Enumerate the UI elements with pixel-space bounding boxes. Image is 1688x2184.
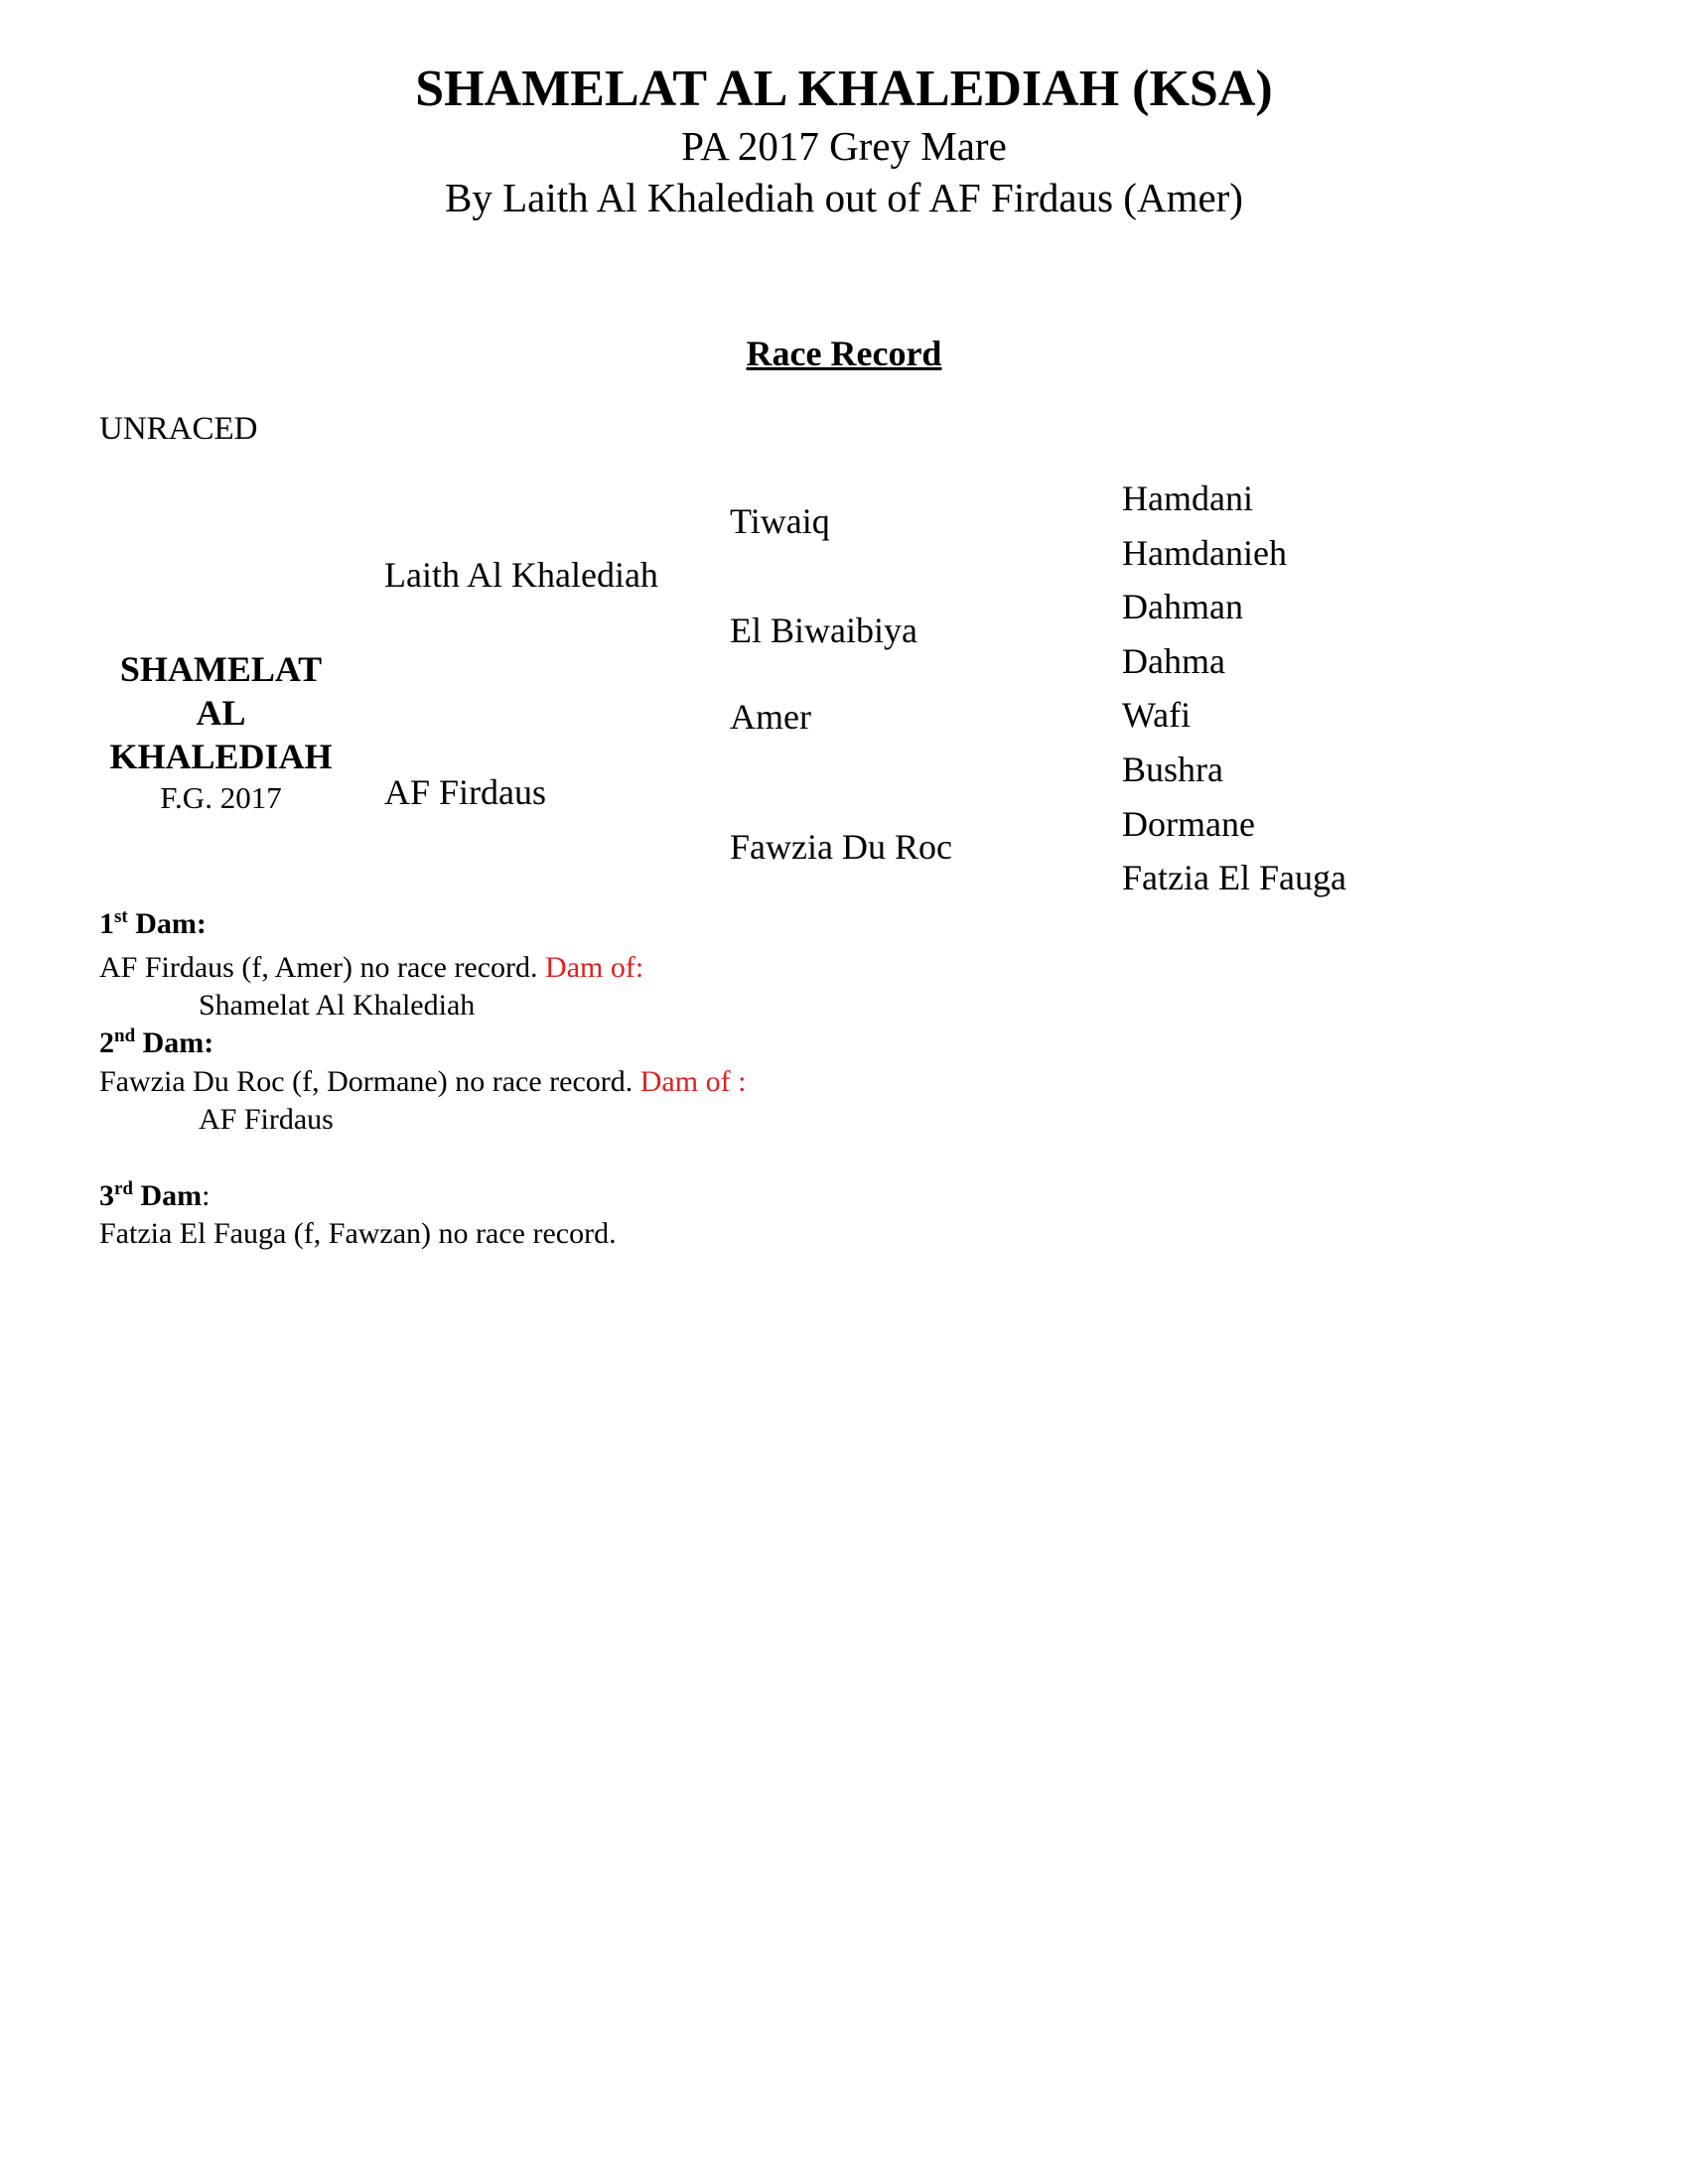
pedigree-gen3-3: Dahman — [1122, 587, 1243, 626]
pedigree-gen3-7: Dormane — [1122, 804, 1255, 844]
second-dam-record: Fawzia Du Roc (f, Dormane) no race record. Dam of : — [99, 1065, 747, 1098]
race-record-heading: Race Record — [746, 334, 942, 373]
pedigree-dam-sire: Amer — [730, 697, 811, 737]
pedigree-gen3-5: Wafi — [1122, 695, 1192, 735]
subject-name-line-3: KHALEDIAH — [109, 737, 333, 776]
third-dam-record: Fatzia El Fauga (f, Fawzan) no race record. — [99, 1217, 617, 1250]
first-dam-dam-of-label: Dam of: — [545, 951, 644, 984]
second-dam-heading: 2nd Dam: — [99, 1025, 214, 1059]
pedigree-sire-sire: Tiwaiq — [730, 501, 830, 541]
pedigree-sire: Laith Al Khalediah — [384, 555, 658, 595]
subject-info: F.G. 2017 — [160, 780, 282, 815]
pedigree-gen3-6: Bushra — [1122, 750, 1223, 789]
subject-name-line-1: SHAMELAT — [119, 649, 323, 689]
pedigree-subject — [79, 647, 362, 818]
first-dam-offspring: Shamelat Al Khalediah — [199, 989, 476, 1022]
first-dam-heading: 1st Dam: — [99, 906, 207, 940]
second-dam-offspring: AF Firdaus — [199, 1103, 334, 1136]
third-dam-heading: 3rd Dam: — [99, 1178, 211, 1212]
pedigree-dam-dam: Fawzia Du Roc — [730, 827, 952, 867]
race-status: UNRACED — [99, 411, 258, 447]
horse-description: PA 2017 Grey Mare — [681, 123, 1007, 169]
breeding-line: By Laith Al Khalediah out of AF Firdaus (Amer) — [445, 175, 1243, 220]
pedigree-gen3-1: Hamdani — [1122, 478, 1253, 518]
pedigree-gen3-2: Hamdanieh — [1122, 533, 1287, 573]
pedigree-gen3-4: Dahma — [1122, 641, 1225, 681]
pedigree-gen3-8: Fatzia El Fauga — [1122, 858, 1346, 897]
subject-name-line-2: AL — [196, 693, 246, 733]
pedigree-dam: AF Firdaus — [384, 772, 547, 812]
first-dam-record: AF Firdaus (f, Amer) no race record. Dam of: — [99, 951, 644, 984]
second-dam-dam-of-label: Dam of : — [639, 1065, 747, 1098]
pedigree-sire-dam: El Biwaibiya — [730, 611, 917, 650]
page-title: SHAMELAT AL KHALEDIAH (KSA) — [415, 61, 1273, 117]
